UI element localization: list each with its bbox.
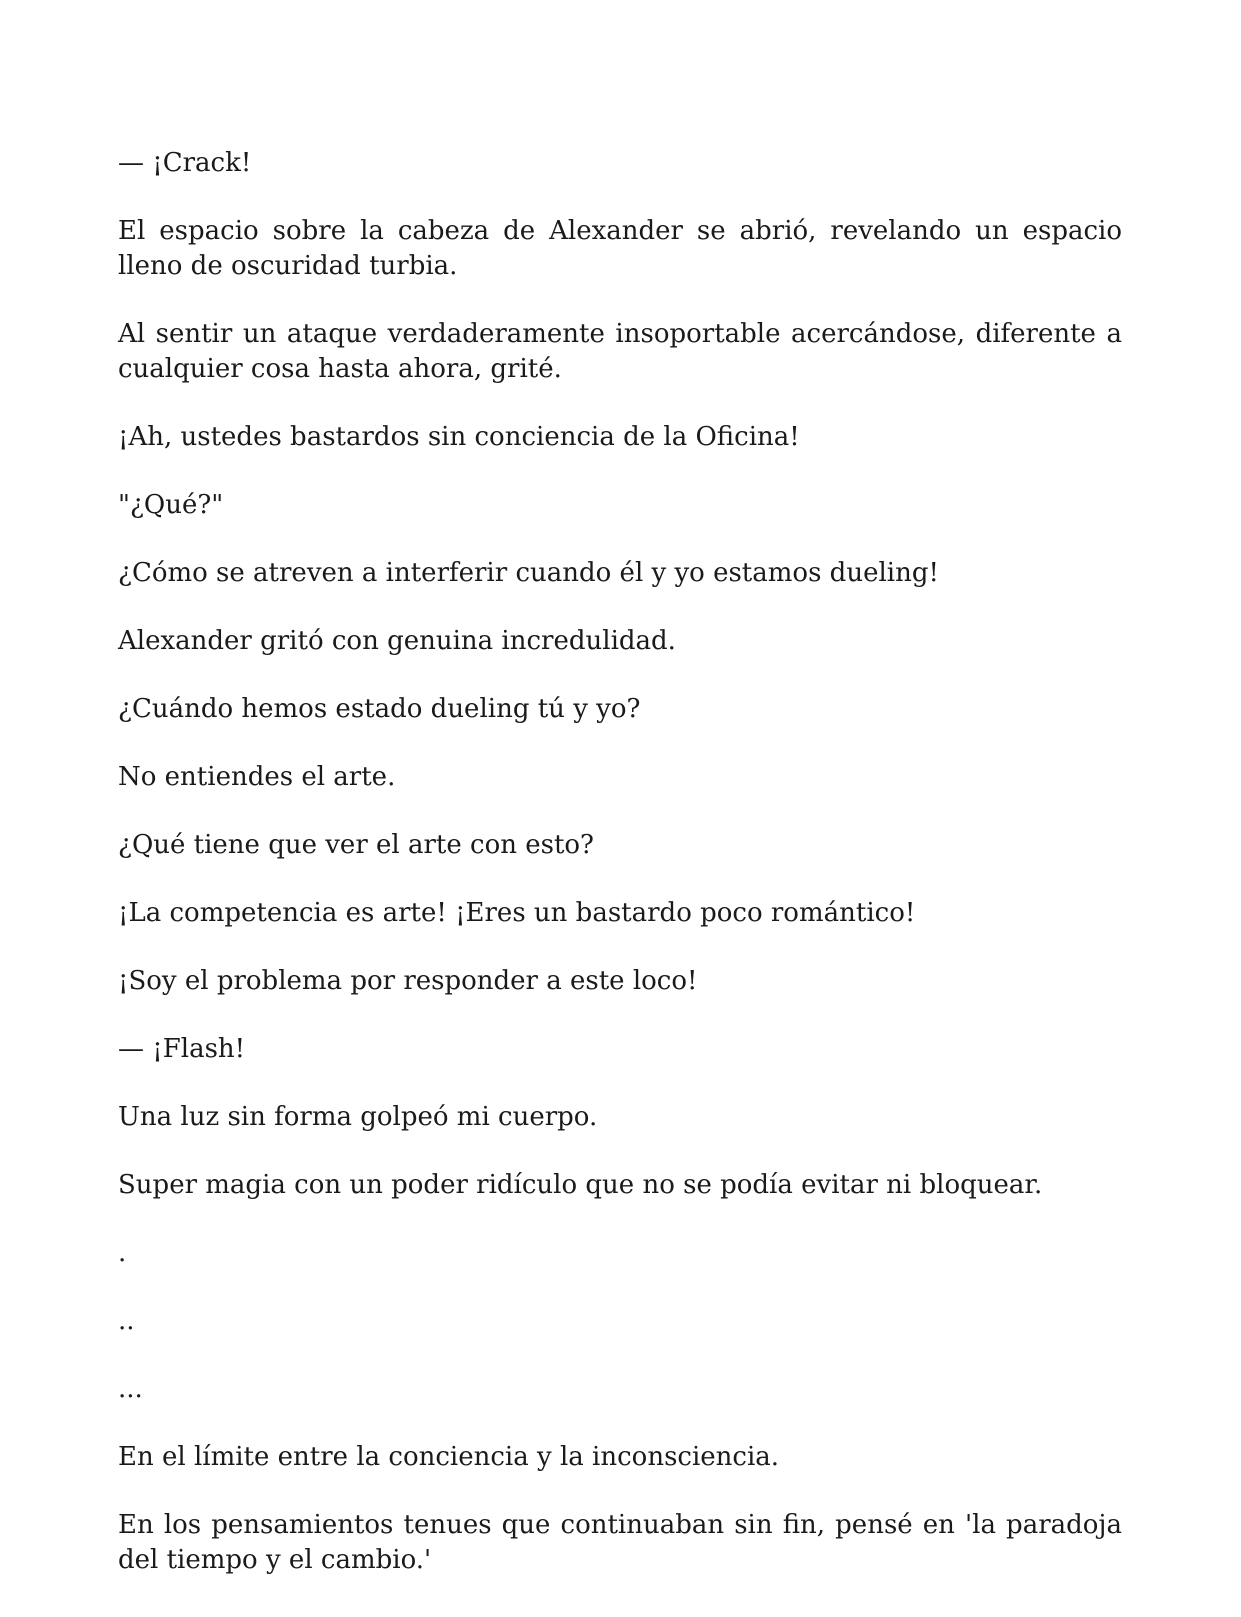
paragraph-11: ¡La competencia es arte! ¡Eres un bastardo poco romántico! bbox=[118, 898, 916, 928]
document-page bbox=[118, 146, 1122, 1611]
paragraph-9: No entiendes el arte. bbox=[118, 762, 396, 792]
paragraph-3: Al sentir un ataque verdaderamente insoportable acercándose, diferente a cualquier cosa hasta ahora, grité. bbox=[118, 319, 1122, 384]
paragraph-10: ¿Qué tiene que ver el arte con esto? bbox=[118, 830, 594, 860]
paragraph-12: ¡Soy el problema por responder a este loco! bbox=[118, 966, 698, 996]
paragraph-17: En los pensamientos tenues que continuaban sin fin, pensé en 'la paradoja del tiempo y el cambio.' bbox=[118, 1510, 1122, 1575]
paragraph-13: — ¡Flash! bbox=[118, 1034, 246, 1064]
paragraph-16: En el límite entre la conciencia y la inconsciencia. bbox=[118, 1442, 780, 1472]
paragraph-15: Super magia con un poder ridículo que no se podía evitar ni bloquear. bbox=[118, 1170, 1043, 1200]
ellipsis-3: ... bbox=[118, 1374, 143, 1404]
paragraph-14: Una luz sin forma golpeó mi cuerpo. bbox=[118, 1102, 598, 1132]
paragraph-5: "¿Qué?" bbox=[118, 490, 224, 520]
paragraph-1: — ¡Crack! bbox=[118, 148, 252, 178]
paragraph-2: El espacio sobre la cabeza de Alexander se abrió, revelando un espacio lleno de oscuridad turbia. bbox=[118, 216, 1122, 281]
paragraph-4: ¡Ah, ustedes bastardos sin conciencia de la Oficina! bbox=[118, 422, 800, 452]
ellipsis-1: . bbox=[118, 1238, 127, 1268]
paragraph-7: Alexander gritó con genuina incredulidad. bbox=[118, 626, 676, 656]
paragraph-8: ¿Cuándo hemos estado dueling tú y yo? bbox=[118, 694, 641, 724]
ellipsis-2: .. bbox=[118, 1306, 135, 1336]
paragraph-6: ¿Cómo se atreven a interferir cuando él y yo estamos dueling! bbox=[118, 558, 939, 588]
